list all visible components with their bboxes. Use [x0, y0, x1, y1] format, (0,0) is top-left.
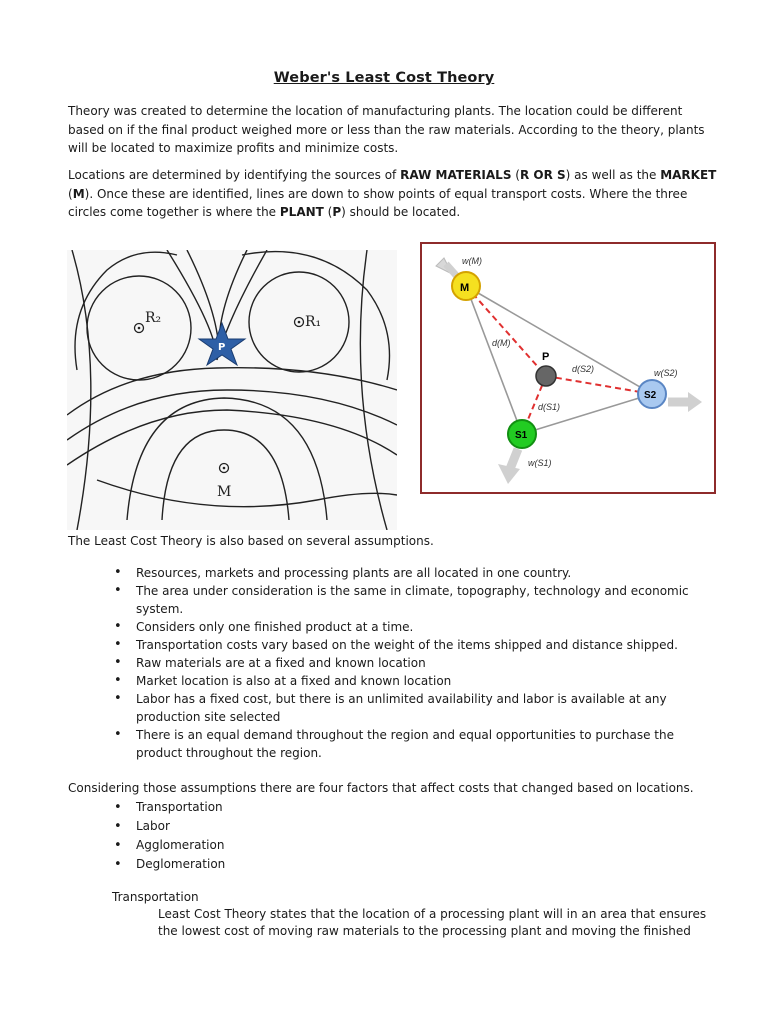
isoline [67, 390, 397, 440]
label-node-s1: S1 [515, 430, 528, 441]
label-ds2: d(S2) [572, 364, 595, 374]
list-item: • Labor [114, 817, 694, 836]
sketch-drawing [67, 250, 397, 530]
label-node-s2: S2 [644, 390, 657, 401]
locations-text: ) as well as the [565, 168, 661, 182]
edge-s1-s2 [522, 394, 652, 434]
locations-text: Locations are determined by identifying the sources of [68, 168, 401, 182]
label-dm: d(M) [492, 338, 511, 348]
label-ws2: w(S2) [654, 368, 678, 378]
arrow-ws1-shaft [510, 449, 518, 469]
isoline [67, 410, 397, 465]
list-item: • Deglomeration [114, 855, 694, 874]
list-item: • Transportation [114, 798, 694, 817]
transportation-paragraph: Least Cost Theory states that the location of a processing plant will in an area that ensures the lowest cost of moving raw materials to the processing plant and moving the finished [158, 907, 707, 938]
label-r2: R₂ [145, 310, 162, 326]
r1-dot [298, 321, 301, 324]
market-term: MARKET [660, 168, 717, 182]
edge-m-s1 [466, 286, 522, 434]
label-r1: R₁ [305, 314, 322, 330]
label-node-p: P [542, 351, 550, 363]
factors-list [114, 798, 694, 874]
arrow-ws1-icon [498, 464, 520, 484]
locations-text: ( [68, 186, 73, 201]
list-item: • There is an equal demand throughout the region and equal opportunities to purchase the product throughout the region. [114, 726, 694, 762]
m-isoline-outer [127, 398, 327, 520]
node-p [536, 366, 556, 386]
page-title: Weber's Least Cost Theory [273, 70, 495, 86]
m-term: M [72, 186, 85, 201]
locations-text: ) should be located. [341, 205, 461, 219]
locations-text: ( [323, 205, 333, 219]
factors-intro: Considering those assumptions there are four factors that affect costs that changed based on locations. [68, 781, 694, 795]
list-item: • Considers only one finished product at a time. [114, 618, 694, 636]
triangle-drawing [422, 244, 714, 492]
label-p: P [218, 342, 226, 353]
arrow-ws2-icon [688, 392, 702, 412]
locations-text: ). Once these are identified, lines are down to show points of equal transport costs. Where the three circles come together is where the [68, 186, 688, 219]
hand-drawn-sketch [67, 250, 397, 530]
list-item: • Resources, markets and processing plants are all located in one country. [114, 564, 694, 582]
transportation-heading: Transportation [112, 890, 199, 904]
assumptions-list [114, 564, 694, 762]
label-node-m: M [460, 282, 470, 294]
dash-m-p [466, 286, 546, 376]
list-item: • Raw materials are at a fixed and known location [114, 654, 694, 672]
list-item: • Labor has a fixed cost, but there is an unlimited availability and labor is available at any production site selected [114, 690, 694, 726]
list-item: • Agglomeration [114, 836, 694, 855]
list-item: • Transportation costs vary based on the weight of the items shipped and distance shipped. [114, 636, 694, 654]
assumptions-intro: The Least Cost Theory is also based on several assumptions. [68, 534, 434, 548]
raw-materials-term: RAW MATERIALS [400, 168, 512, 182]
locations-paragraph [68, 166, 718, 222]
intro-paragraph: Theory was created to determine the location of manufacturing plants. The location could be different based on if the final product weighed more or less than the raw materials. According to the theory, plants will be located to maximize profits and minimize costs. [68, 104, 705, 155]
label-m: M [217, 484, 232, 500]
p-term: P [332, 205, 342, 219]
weber-triangle-diagram [420, 242, 716, 494]
plant-term: PLANT [279, 205, 324, 219]
isoline [360, 250, 387, 530]
isoline [97, 480, 397, 507]
isoline [72, 250, 91, 530]
r2-dot [138, 327, 141, 330]
r-or-s-term: R OR S [519, 168, 566, 182]
list-item: • The area under consideration is the same in climate, topography, technology and economic system. [114, 582, 694, 618]
locations-text: ( [511, 168, 520, 182]
label-ws1: w(S1) [528, 458, 552, 468]
m-dot [223, 467, 226, 470]
list-item: • Market location is also at a fixed and known location [114, 672, 694, 690]
label-ds1: d(S1) [538, 402, 561, 412]
label-wm: w(M) [462, 256, 482, 266]
